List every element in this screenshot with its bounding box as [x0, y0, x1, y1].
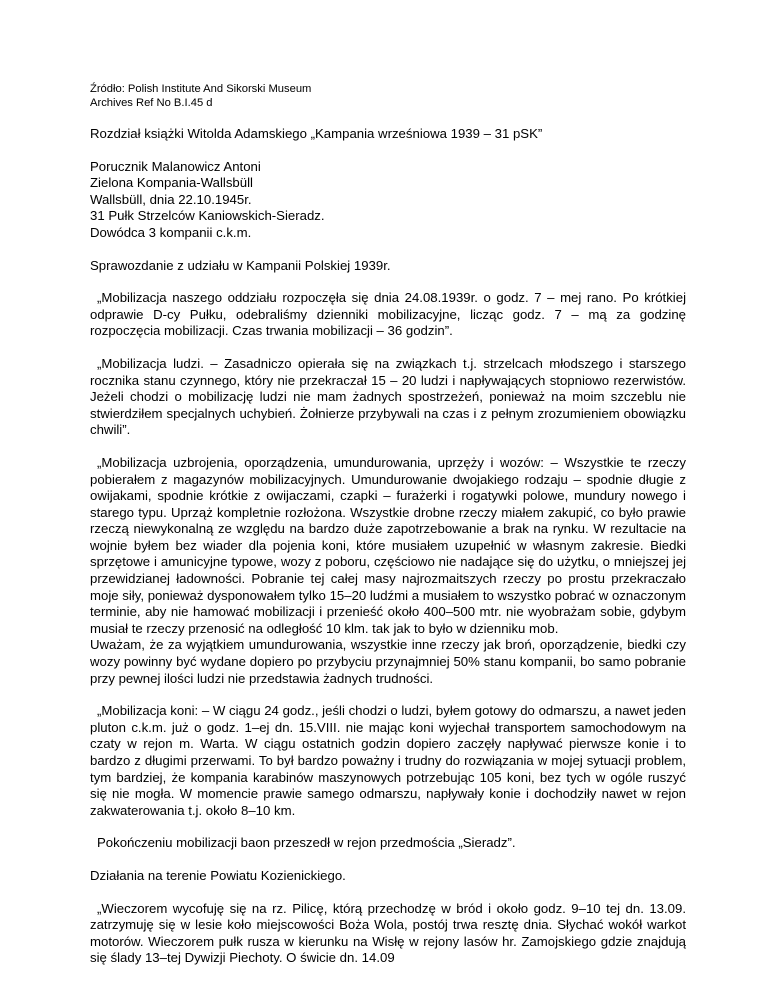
paragraph-equipment-remark: Uważam, że za wyjątkiem umundurowania, wszystkie inne rzeczy jak broń, oporządzenie, biedki czy wozy powinny być wydane dopiero po przybyciu przynajmniej 50% stanu kompanii, bo samo pobranie przy pewnej ilości ludzi nie przedstawia żadnych trudności. — [90, 637, 686, 686]
paragraph-mobilization-equipment: „Mobilizacja uzbrojenia, oporządzenia, umundurowania, uprzęży i wozów: – Wszystkie te rzeczy pobierałem z magazynów mobilizacyjnych. Umundurowanie dwojakiego rodzaju – spodnie długie z owijakami, spodnie krótkie z owijaczami, czapki – furażerki i rogatywki polowe, mundury nowego i starego typu. Uprząż kompletnie rozłożona. Wszystkie drobne rzeczy miałem zakupić, co było prawie rzeczą niewykonalną ze względu na bardzo duże zapotrzebowanie a brak na rynku. W rezultacie na wojnie byłem bez wiader dla pojenia koni, które musiałem uzupełnić w własnym zakresie. Biedki sprzętowe i amunicyjne typowe, wozy z poboru, częściowo nie nadające się do użytku, o mniejszej jej przewidzianej ładowności. Pobranie tej całej masy najrozmaitszych rzeczy po prostu przekraczało moje siły, ponieważ dysponowałem tylko 15–20 ludźmi a musiałem to wszystko pobrać w oznaczonym terminie, aby nie hamować mobilizacji i przenieść około 400–500 mtr. nie wyobrażam sobie, gdybym musiał te rzeczy przenosić na odległość 10 klm. tak jak to było w dzienniku mob. — [90, 454, 686, 636]
paragraph-mobilization-people: „Mobilizacja ludzi. – Zasadniczo opierała się na związkach t.j. strzelcach młodszego i starszego rocznika stanu czynnego, który nie przekraczał 15 – 20 ludzi i napływających stopniowo rezerwistów. Jeżeli chodzi o mobilizację ludzi nie mam żadnych spostrzeżeń, ponieważ na moim szczeblu nie stwierdziłem specjalnych uchybień. Żołnierze przybywali na czas i z pełnym zrozumieniem obowiązku chwili”. — [90, 355, 686, 438]
author-unit: Zielona Kompania-Wallsbüll — [90, 175, 253, 191]
section-title: Działania na terenie Powiatu Kozienickiego. — [90, 867, 346, 883]
archive-reference: Archives Ref No B.I.45 d — [90, 97, 213, 109]
author-regiment: 31 Pułk Strzelców Kaniowskich-Sieradz. — [90, 208, 325, 224]
paragraph-operations: „Wieczorem wycofuję się na rz. Pilicę, którą przechodzę w bród i około godz. 9–10 tej dn. 13.09. zatrzymuję się w lesie koło miejscowości Boża Wola, postój trwa resztę dnia. Słychać wokół warkot motorów. Wieczorem pułk rusza w kierunku na Wisłę w rejony lasów hr. Zamojskiego gdzie znajdują się ślady 13–tej Dywizji Piechoty. O świcie dn. 14.09 — [90, 900, 686, 966]
document-page — [90, 82, 686, 967]
paragraph-mobilization-horses: „Mobilizacja koni: – W ciągu 24 godz., jeśli chodzi o ludzi, byłem gotowy do odmarszu, a nawet jeden pluton c.k.m. już o godz. 1–ej dn. 15.VIII. nie mając koni wyjechał transportem samochodowym na czaty w rejon m. Warta. W ciągu ostatnich godzin dopiero zaczęły napływać pierwsze konie i to bardzo z długimi przerwami. To był bardzo poważny i trudny do rozwiązania w mojej sytuacji problem, tym bardziej, że kompania karabinów maszynowych potrzebując 105 koni, bez tych w ogóle ruszyć się nie mogła. W momencie prawie samego odmarszu, napływały konie i dochodziły nawet w rejon zakwaterowania t.j. około 8–10 km. — [90, 703, 686, 818]
author-role: Dowódca 3 kompanii c.k.m. — [90, 224, 252, 240]
paragraph-end-mobilization: Pokończeniu mobilizacji baon przeszedł w rejon przedmościa „Sieradz”. — [97, 835, 516, 851]
author-date: Wallsbüll, dnia 22.10.1945r. — [90, 191, 252, 207]
report-title: Sprawozdanie z udziału w Kampanii Polskiej 1939r. — [90, 257, 391, 273]
paragraph-mobilization-start: „Mobilizacja naszego oddziału rozpoczęła się dnia 24.08.1939r. o godz. 7 – mej rano. Po krótkiej odprawie D-cy Pułku, odebraliśmy dzienniki mobilizacyjne, licząc godz. 7 – mą za godzinę rozpoczęcia mobilizacji. Czas trwania mobilizacji – 36 godzin”. — [90, 290, 686, 339]
source-line: Źródło: Polish Institute And Sikorski Museum — [90, 83, 312, 95]
chapter-title: Rozdział książki Witolda Adamskiego „Kampania wrześniowa 1939 – 31 pSK” — [90, 126, 543, 141]
author-block — [90, 159, 686, 242]
author-name: Porucznik Malanowicz Antoni — [90, 158, 261, 174]
